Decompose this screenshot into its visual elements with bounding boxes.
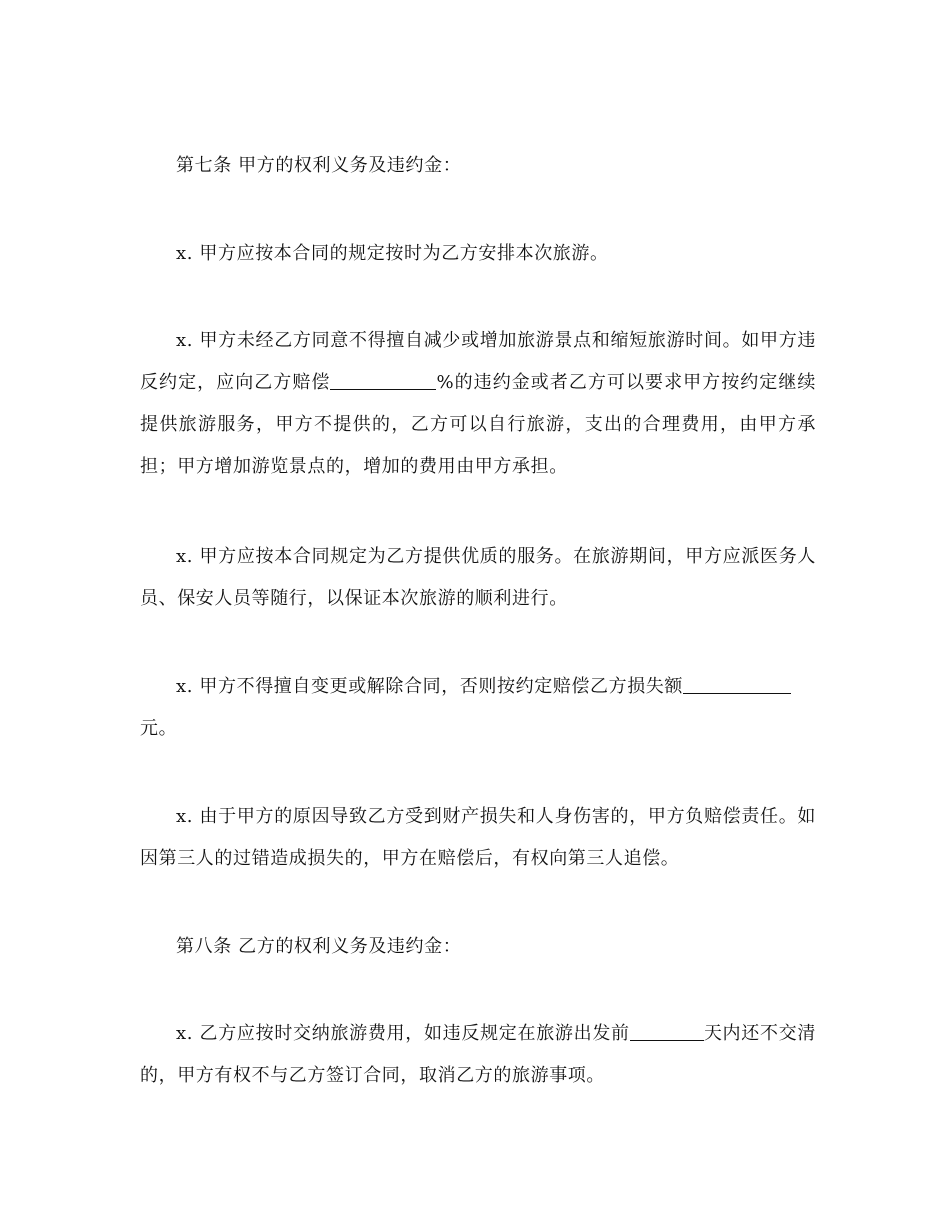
article-7-item-2-text-a: x. 甲方未经乙方同意不得擅自减少或增加旅游景点和缩短旅游时间。如甲方违反约定，应向乙方赔偿 [140,330,816,393]
loss-amount-blank [683,675,791,694]
article-7-item-2-text-b: %的违约金或者乙方可以要求甲方按约定继续提供旅游服务，甲方不提供的，乙方可以自行旅游，支出的合理费用，由甲方承担；甲方增加游览景点的，增加的费用由甲方承担。 [140,372,816,477]
article-8-item-1 [140,1013,816,1097]
days-blank [630,1022,704,1041]
article-7-item-2 [140,320,816,488]
article-8-item-1-text-b: 天内还不交清的，甲方有权不与乙方签订合同，取消乙方的旅游事项。 [140,1023,816,1086]
penalty-percent-blank [330,371,436,390]
article-7-item-1: x. 甲方应按本合同的规定按时为乙方安排本次旅游。 [176,243,609,264]
article-7-item-3: x. 甲方应按本合同规定为乙方提供优质的服务。在旅游期间，甲方应派医务人员、保安人员等随行，以保证本次旅游的顺利进行。 [140,546,816,609]
article-7-item-4 [140,666,816,750]
article-8-title: 第八条 乙方的权利义务及违约金： [176,936,462,957]
article-7-item-5: x. 由于甲方的原因导致乙方受到财产损失和人身伤害的，甲方负赔偿责任。如因第三人的过错造成损失的，甲方在赔偿后，有权向第三人追偿。 [140,806,816,869]
article-8-item-1-text-a: x. 乙方应按时交纳旅游费用，如违反规定在旅游出发前 [176,1023,630,1044]
article-7-title: 第七条 甲方的权利义务及违约金： [176,155,462,176]
article-7-item-4-text-a: x. 甲方不得擅自变更或解除合同，否则按约定赔偿乙方损失额 [176,676,683,697]
article-7-item-4-text-b: 元。 [140,718,178,739]
